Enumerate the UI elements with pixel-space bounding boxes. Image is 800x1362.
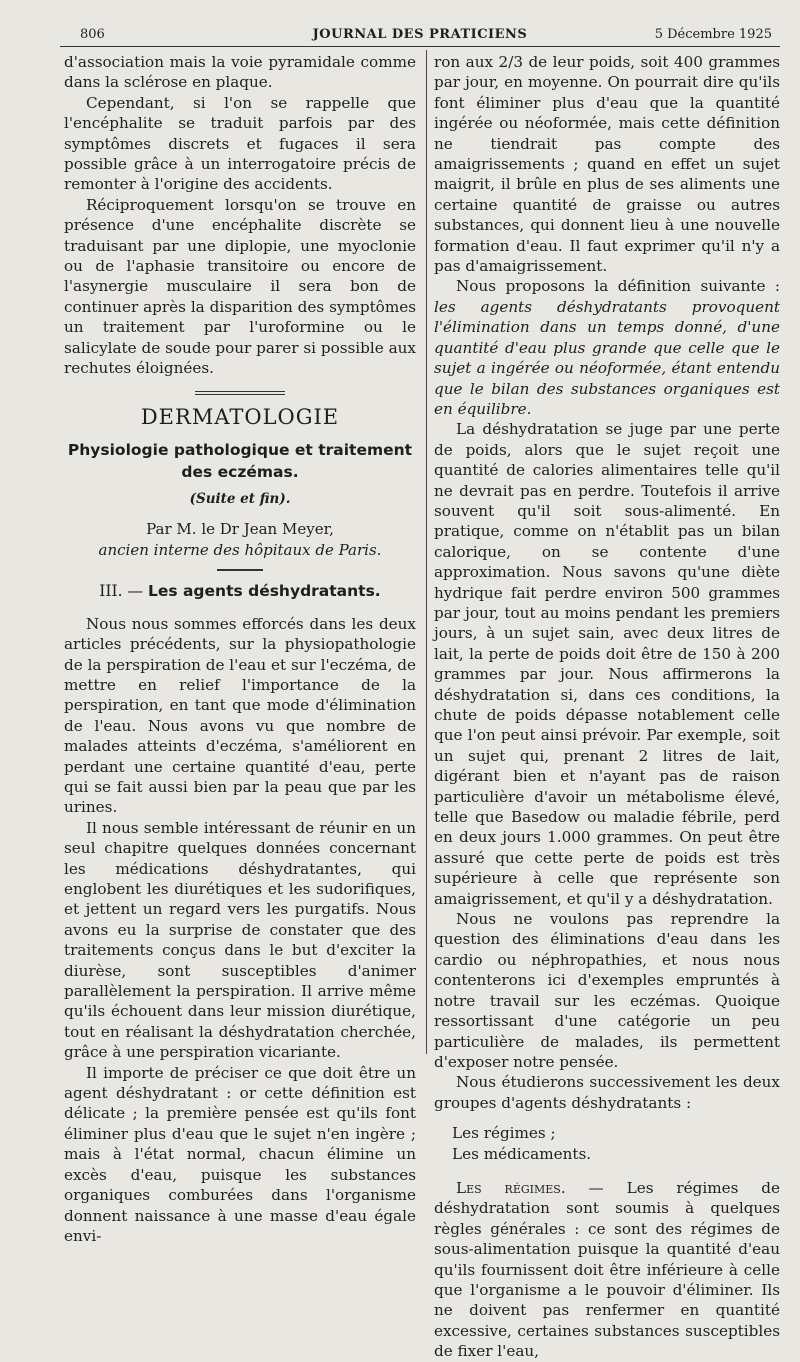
paragraph: Cependant, si l'on se rappelle que l'encéphalite se traduit parfois par des symptômes discrets et fugaces il sera possible grâce à un interrogatoire précis de remonter à l'origine des accidents. [64,93,416,194]
definition-text: les agents déshydratants provoquent l'élimination dans un temps donné, d'une quantité d'eau plus grande que celle que le sujet a ingérée ou néoformée, étant entendu que le bilan des substances organiques est en équilibre. [434,297,780,418]
paragraph: d'association mais la voie pyramidale comme dans la sclérose en plaque. [64,53,416,92]
paragraph-regimes [434,1178,780,1362]
part-number: III. — [99,582,144,601]
running-header [60,22,780,47]
part-title: Les agents déshydratants. [147,582,381,601]
paragraph: Nous étudierons successivement les deux groupes d'agents déshydratants : [434,1073,780,1112]
list-item: Les médicaments. [452,1144,592,1163]
issue-date: 5 Décembre 1925 [654,27,772,42]
journal-title: JOURNAL DES PRATICIENS [312,27,528,42]
paragraph: Il importe de préciser ce que doit être un agent déshydratant : or cette définition est délicate ; la première pensée est qu'ils font éliminer plus d'eau que le sujet n'en ingère ; mais à l'état normal, chacun élimine un excès d'eau, puisque les substances organiques comburées dans l'organisme donnent naissance à une masse d'eau égale envi- [64,1063,416,1245]
regimes-text: — Les régimes de déshydratation sont soumis à quelques règles générales : ce sont des régimes de sous-alimentation puisque la quantité d'eau qu'ils fournissent doit être inférieure à celle que l'organisme a le pouvoir d'éliminer. Ils ne doivent pas renfermer en quantité excessive, certaines substances susceptibles de fixer l'eau, [434,1178,780,1361]
definition-intro: Nous proposons la définition suivante : [456,277,780,296]
page-number: 806 [80,27,105,42]
paragraph-definition [434,276,780,419]
paragraph: Il nous semble intéressant de réunir en un seul chapitre quelques données concernant les médications déshydratantes, qui englobent les diurétiques et les sudorifiques, et jettent un regard vers les purgatifs. Nous avons eu la surprise de constater que des traitements conçus dans le but d'exciter la diurèse, sont susceptibles d'animer parallèlement la perspiration. Il arrive même qu'ils échouent dans leur mission diurétique, tout en réalisant la déshydratation cherchée, grâce à une perspiration vicariante. [64,818,416,1062]
list-item: Les régimes ; [452,1124,556,1143]
paragraph: Nous nous sommes efforcés dans les deux articles précédents, sur la physiopathologie de la perspiration de l'eau et sur l'eczéma, de mettre en relief l'importance de la perspiration, en tant que mode d'élimination de l'eau. Nous avons vu que nombre de malades atteints d'eczéma, s'améliorent en perdant une certaine quantité d'eau, perte qui se fait aussi bien par la peau que par les urines. [64,614,416,817]
author-affiliation: ancien interne des hôpitaux de Paris. [98,541,382,560]
author-byline: Par M. le Dr Jean Meyer, [146,520,334,539]
paragraph: Nous ne voulons pas reprendre la question des éliminations d'eau dans les cardio ou néphropathies, et nous nous contenterons ici d'exemples empruntés à notre travail sur les eczémas. Quoique ressortissant d'une catégorie un peu particulière de malades, ils permettent d'exposer notre pensée. [434,910,780,1071]
right-column [434,52,780,1362]
paragraph: ron aux 2/3 de leur poids, soit 400 grammes par jour, en moyenne. On pourrait dire qu'ils font éliminer plus d'eau que la quantité ingérée ou néoformée, mais cette définition ne tiendrait pas compte des amaigrissements ; quand en effet un sujet maigrit, il brûle en plus de ses aliments une certaine quantité de graisse ou autres substances, qui donnent lieu à une nouvelle formation d'eau. Il faut exprimer qu'il n'y a pas d'amaigrissement. [434,53,780,276]
paragraph: Réciproquement lorsqu'on se trouve en présence d'une encéphalite discrète se traduisant par une diplopie, une myoclonie ou de l'aphasie transitoire ou encore de l'asynergie musculaire il sera bon de continuer après la disparition des symptômes un traitement par l'uroformine ou le salicylate de soude pour parer si possible aux rechutes éloignées. [64,195,416,378]
left-column [64,52,416,1246]
section-separator [195,391,285,395]
paragraph: La déshydratation se juge par une perte de poids, alors que le sujet reçoit une quantité de calories alimentaires telle qu'il ne devrait pas en perdre. Toutefois il arrive souvent qu'il soit sous-alimenté. En pratique, comme on n'établit pas un bilan calorique, on se contente d'une approximation. Nous savons qu'une diète hydrique fait perdre environ 500 grammes par jour, tout au moins pendant les premiers jours, à un sujet sain, avec deux litres de lait, la perte de poids doit être de 150 à 200 grammes par jour. Nous affirmerons la déshydratation si, dans ces conditions, la chute de poids dépasse notablement celle que l'on peut ainsi prévoir. Par exemple, soit un sujet qui, prenant 2 litres de lait, digérant bien et n'ayant pas de raison particulière d'avoir un métabolisme élevé, telle que Basedow ou maladie fébrile, perd en deux jours 1.000 grammes. On peut être assuré que cette perte de poids est très supérieure à celle que représente son amaigrissement, et qu'il y a déshydratation. [434,420,780,908]
regimes-label: Les régimes. [456,1178,566,1197]
article-title: Physiologie pathologique et traitement des eczémas. [67,440,413,481]
part-heading [64,581,416,601]
article-subtitle: (Suite et fin). [189,490,291,507]
column-divider [426,50,427,1054]
rule-separator [217,569,263,571]
section-title: DERMATOLOGIE [140,404,340,429]
